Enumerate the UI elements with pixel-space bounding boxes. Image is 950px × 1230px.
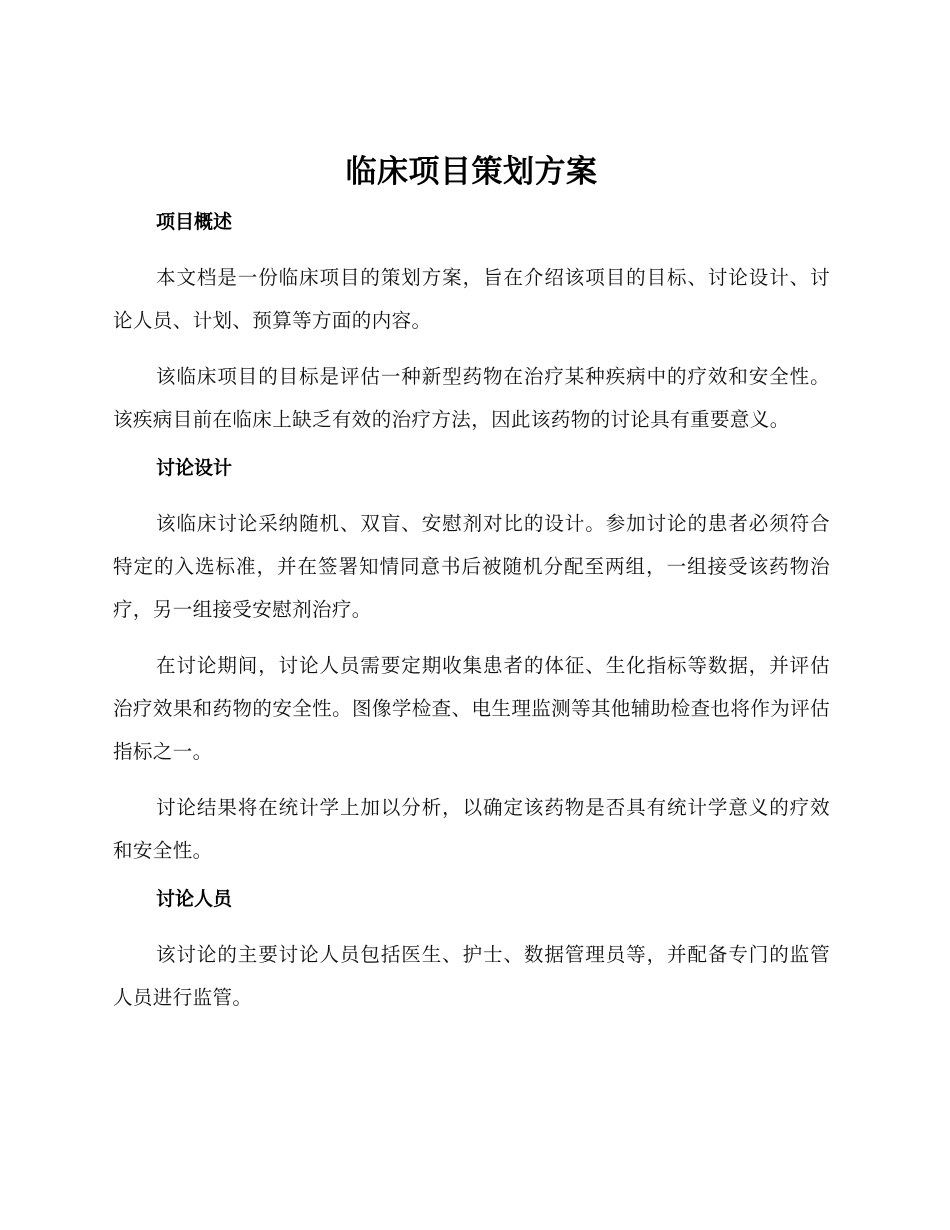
document-body [113,150,830,1032]
section-project-overview [113,208,830,441]
section-heading: 项目概述 [156,211,233,233]
section-heading: 讨论设计 [156,457,233,479]
paragraph: 该临床项目的目标是评估一种新型药物在治疗某种疾病中的疗效和安全性。该疾病目前在临床上缺乏有效的治疗方法，因此该药物的讨论具有重要意义。 [113,365,830,431]
section-study-design [113,454,830,872]
section-study-personnel [113,885,830,1019]
document-title: 临床项目策划方案 [345,154,598,190]
paragraph: 该讨论的主要讨论人员包括医生、护士、数据管理员等，并配备专门的监管人员进行监管。 [113,943,830,1009]
paragraph: 本文档是一份临床项目的策划方案，旨在介绍该项目的目标、讨论设计、讨论人员、计划、预算等方面的内容。 [113,266,830,332]
paragraph: 讨论结果将在统计学上加以分析，以确定该药物是否具有统计学意义的疗效和安全性。 [113,796,830,862]
paragraph: 该临床讨论采纳随机、双盲、安慰剂对比的设计。参加讨论的患者必须符合特定的入选标准，并在签署知情同意书后被随机分配至两组，一组接受该药物治疗，另一组接受安慰剂治疗。 [113,512,830,621]
section-heading: 讨论人员 [156,888,233,910]
paragraph: 在讨论期间，讨论人员需要定期收集患者的体征、生化指标等数据，并评估治疗效果和药物的安全性。图像学检查、电生理监测等其他辅助检查也将作为评估指标之一。 [113,654,830,763]
